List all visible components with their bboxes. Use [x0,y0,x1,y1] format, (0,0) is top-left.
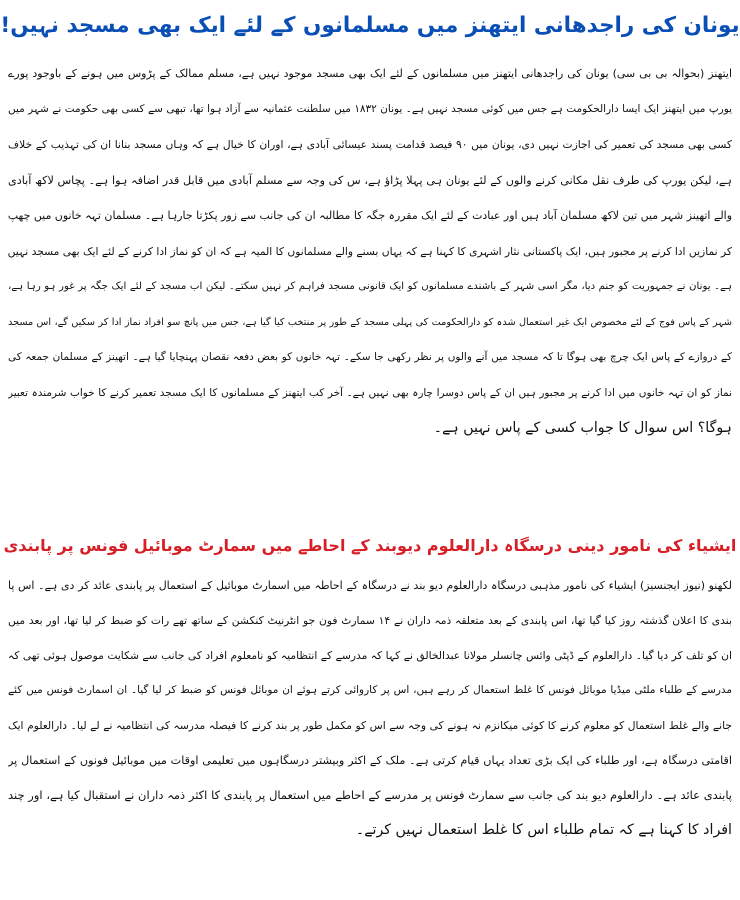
article-line: افراد کا کہنا ہے کہ تمام طلباء اس کا غلط استعمال نہیں کرتے۔ [355,822,732,838]
article-line: یورپ میں ایتھنز ایک ایسا دارالحکومت ہے جس میں کوئی مسجد نہیں ہے۔ یونان ۱۸۳۲ میں سلطنت عثمانیہ سے آزاد ہوا تھا، تبھی سے کسی بھی حکومت نے شہر میں [8,102,732,115]
article-line: کسی بھی مسجد کی تعمیر کی اجازت نہیں دی، یونان میں ۹۰ فیصد قدامت پسند عیسائی آبادی ہے، اوران کا خیال ہے کہ وہاں مسجد بنانا ان کی تہذیب کے خلاف [8,138,732,151]
article-line: ہے۔ یونان نے جمہوریت کو جنم دیا، مگر اسی شہر کے باشندے مسلمانوں کو ایک قانونی مسجد فراہم کر نہیں سکتے۔ لیکن اب مسجد کے لئے ایک جگہ پر غور ہو رہا ہے، [8,281,732,292]
headline-deoband-smartphone-ban: ایشیاء کی نامور دینی درسگاہ دارالعلوم دیوبند کے احاطے میں سمارٹ موبائیل فونس پر پابندی [3,536,737,555]
article-line: اقامتی درسگاہ ہے، اور طلباء کی ایک بڑی تعداد یہاں قیام کرتی ہے۔ ملک کے اکثر وبیشتر درسگاہوں میں تعلیمی اوقات میں موبائیل فونوں کے استعمال پر [8,754,732,767]
article-athens-mosque [8,56,732,447]
article-line: شہر کے پاس فوج کے لئے مخصوص ایک غیر استعمال شدہ کو دارالحکومت کی پہلی مسجد کے طور پر منتخب کیا گیا ہے، جس میں پانچ سو افراد نماز ادا کر سکیں گے، اس مسجد [8,316,732,328]
article-line: ہوگا؟ اس سوال کا جواب کسی کے پاس نہیں ہے۔ [433,420,732,436]
article-line: والے اتھینز شہر میں تین لاکھ مسلمان آباد ہیں اور عبادت کے لئے ایک مقررہ جگہ کا مطالبہ ان کی جانب سے زور پکڑتا جارہا ہے۔ مسلمان تہہ خانوں میں چھپ [8,209,732,222]
article-line: کر نمازیں ادا کرنے پر مجبور ہیں، ایک پاکستانی نثار اشہری کا کہنا ہے کہ یہاں بسنے والے مسلمانوں کا المیہ ہے کہ ان کو نماز ادا کرنے کے لئے ایک بھی مسجد نہیں [8,244,732,258]
article-line: ایتھنز (بحوالہ بی بی سی) یونان کی راجدھانی ایتھنز میں مسلمانوں کے لئے ایک بھی مسجد موجود نہیں ہے، مسلم ممالک کے پڑوس میں ہونے کے باوجود پورے [8,67,732,80]
article-line: پابندی عائد ہے۔ دارالعلوم دیو بند کی جانب سے سمارٹ فونس پر مدرسے کے احاطے میں استعمال پر پابندی کا اکثر ذمہ داران نے استقبال کیا ہے، اور چند [8,788,732,802]
article-line: مدرسے کے طلباء ملٹی میڈیا موبائل فونس کا غلط استعمال کر رہے ہیں، اس پر کاروائی کرتے ہوئے ان موبائل فونس کو ضبط کر لیا گیا۔ ان اسمارٹ فونس میں کئے [8,684,732,696]
article-deoband-smartphone-ban [8,568,732,848]
article-line: ہے، لیکن یورپ کی طرف نقل مکانی کرنے والوں کے لئے یونان ہی پہلا پڑاؤ ہے، س کی وجہ سے مسلم آبادی میں قابل قدر اضافہ ہوا ہے۔ پچاس لاکھ آبادی [8,173,732,187]
article-line: کے دروازے کے پاس ایک چرچ بھی ہوگا تا کہ مسجد میں آنے والوں پر نظر رکھی جا سکے۔ تہہ خانوں کو بعض دفعہ نقصان پہنچایا گیا ہے۔ اتھینز کے مسلمان جمعہ کی [8,351,732,363]
article-line: جانے والے غلط استعمال کو معلوم کرنے کا کوئی میکانزم نہ ہونے کی وجہ سے اس کو مکمل طور پر بند کرنے کا فیصلہ مدرسہ کی انتظامیہ نے لے لیا۔ دارالعلوم ایک [8,719,732,732]
article-line: بندی کا اعلان گذشتہ روز کیا گیا تھا، اس پابندی کے بعد متعلقہ ذمہ داران نے ۱۴ سمارٹ فون جو انٹرنیٹ کنکشن کے ساتھ تھے رات کو ضبط کر لیا تھا، اور بعد میں [8,614,732,627]
article-line: لکھنو (نیوز ایجنسیز) ایشیاء کی نامور مذہبی درسگاہ دارالعلوم دیو بند نے درسگاہ کے احاطہ میں اسمارٹ موبائیل کے استعمال پر پابندی عائد کر دی ہے۔ اس پا [8,579,732,592]
headline-athens-mosque: یونان کی راجدھانی ایتھنز میں مسلمانوں کے لئے ایک بھی مسجد نہیں! [0,13,740,38]
article-line: ان کو تلف کر دیا گیا۔ دارالعلوم کے ڈپٹی وائس چانسلر مولانا عبدالخالق نے کہا کہ مدرسے کے انتظامیہ کو نامعلوم افراد کی جانب سے شکایت موصول ہوئی تھی کہ [8,649,732,662]
article-line: نماز کو ان تہہ خانوں میں ادا کرنے پر مجبور ہیں ان کے پاس دوسرا چارہ بھی نہیں ہے۔ آخر کب ایتھنز کے مسلمانوں کا ایک مسجد تعمیر کرنے کا خواب شرمندہ تعبیر [8,386,732,399]
